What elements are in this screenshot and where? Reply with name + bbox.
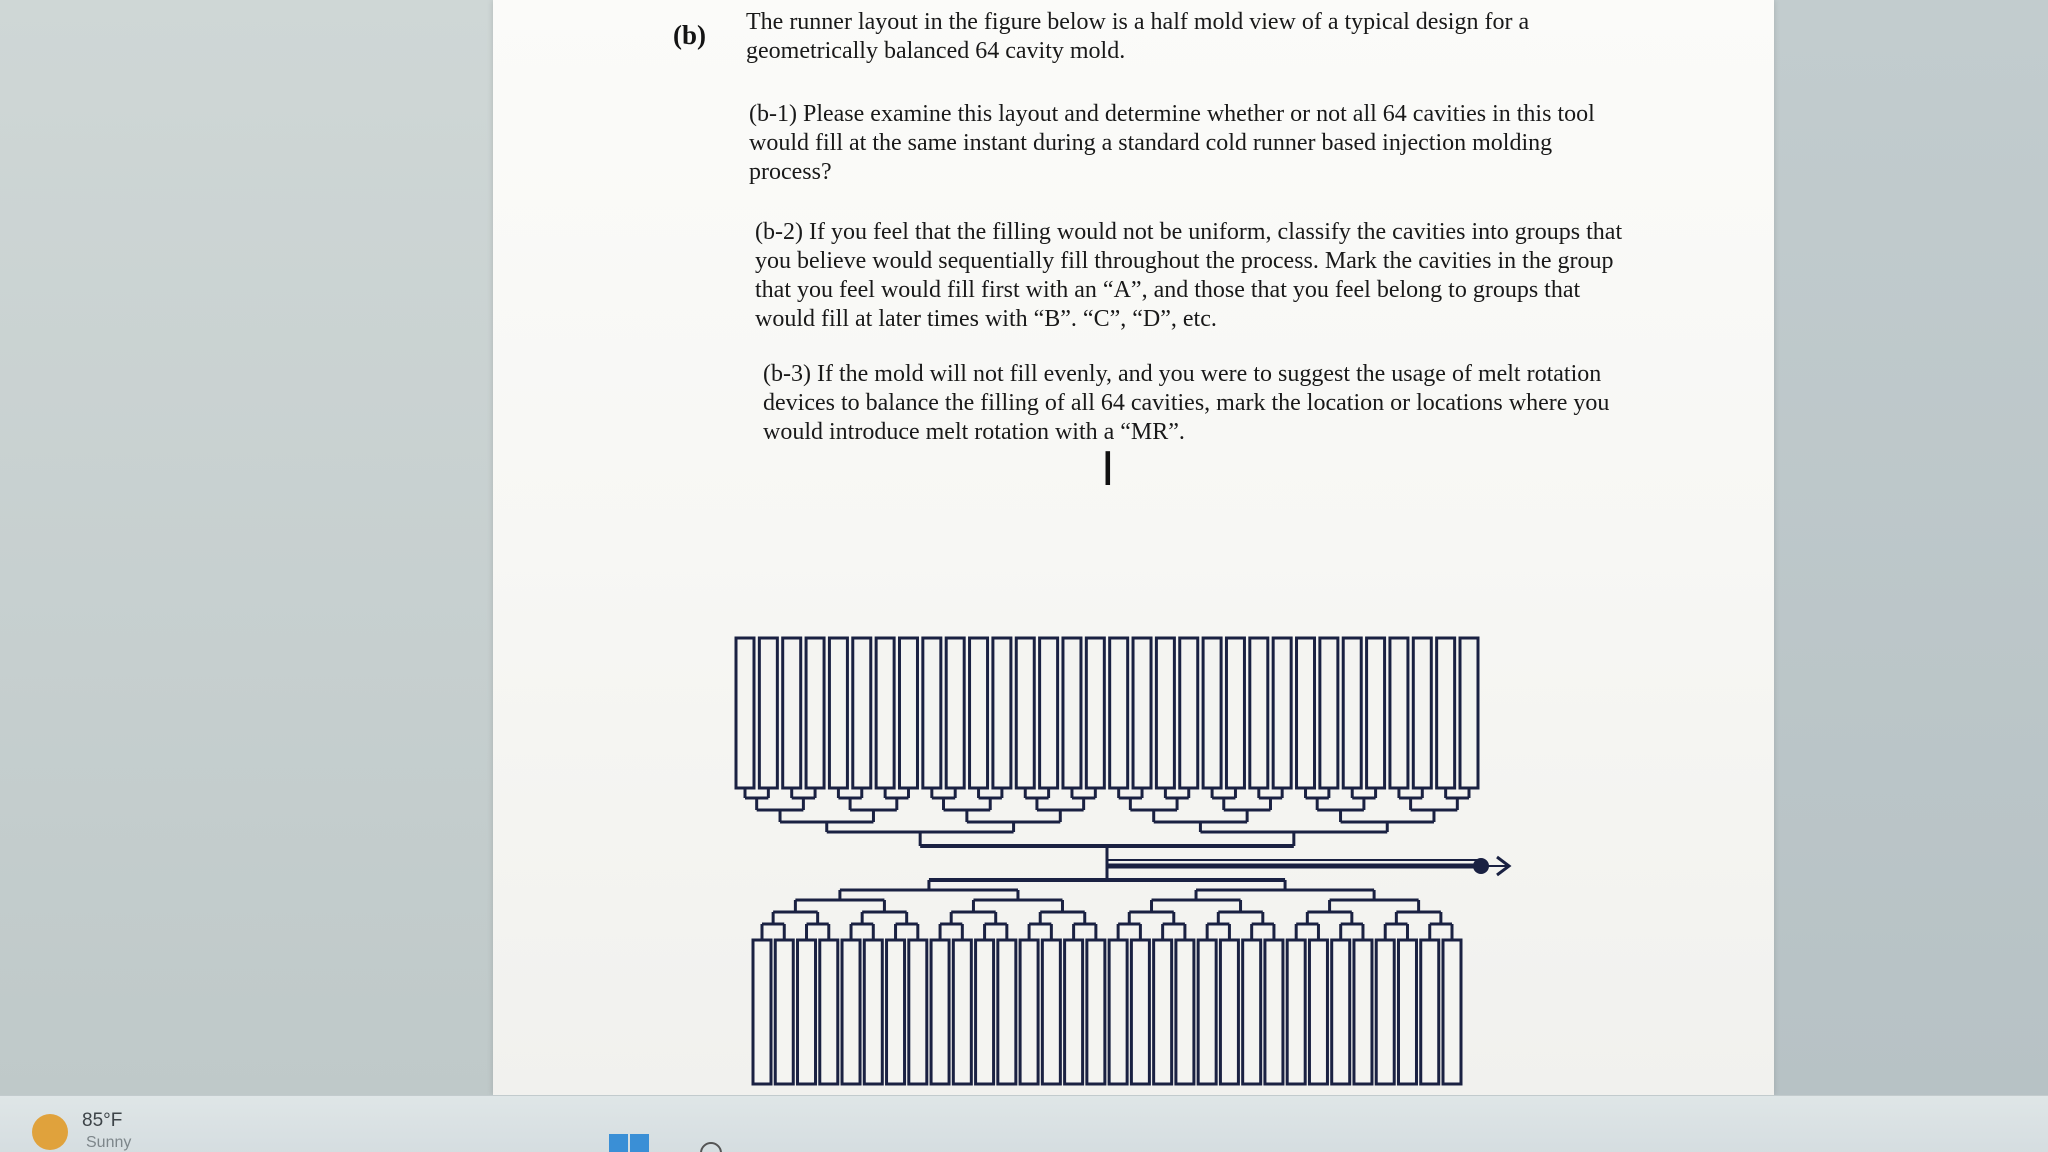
windows-start-icon[interactable] [609, 1134, 649, 1152]
cavity-top [1180, 638, 1198, 788]
cavity-bottom [1109, 940, 1127, 1084]
cavity-bottom [798, 940, 816, 1084]
cavity-bottom [1154, 940, 1172, 1084]
cavity-top [1413, 638, 1431, 788]
cavity-bottom [753, 940, 771, 1084]
runner-system [745, 788, 1509, 940]
cavity-bottom [775, 940, 793, 1084]
cavity-top [1367, 638, 1385, 788]
cavity-top [759, 638, 777, 788]
cavity-bottom [1042, 940, 1060, 1084]
cavity-bottom [1265, 940, 1283, 1084]
cavity-bottom [1421, 940, 1439, 1084]
runner-layout-figure [493, 0, 1774, 1095]
cavity-top [1016, 638, 1034, 788]
cavity-bottom [864, 940, 882, 1084]
cavity-top [1390, 638, 1408, 788]
top-cavity-row [736, 638, 1478, 788]
cavity-top [1226, 638, 1244, 788]
cavity-bottom [976, 940, 994, 1084]
cavity-bottom [1020, 940, 1038, 1084]
cavity-top [1133, 638, 1151, 788]
cavity-bottom [931, 940, 949, 1084]
cavity-bottom [998, 940, 1016, 1084]
question-label: (b) [673, 20, 706, 50]
cavity-bottom [820, 940, 838, 1084]
cavity-bottom [1198, 940, 1216, 1084]
left-background-pane [0, 0, 493, 1095]
question-b1: (b-1) Please examine this layout and determine whether or not all 64 cavities in this tool would fill at the same instant during a standard cold runner based injection molding process? [749, 101, 1595, 185]
cavity-bottom [1376, 940, 1394, 1084]
cavity-bottom [1443, 940, 1461, 1084]
cavity-top [1437, 638, 1455, 788]
weather-temperature[interactable]: 85°F [82, 1110, 123, 1131]
question-b2: (b-2) If you feel that the filling would not be uniform, classify the cavities into groups that you believe would sequentially fill throughout the process. Mark the cavities in the group that you feel would fill first with an “A”, and those that you feel belong to groups that would fill at later times with “B”. “C”, “D”, etc. [755, 219, 1623, 332]
cavity-top [1320, 638, 1338, 788]
cavity-top [1040, 638, 1058, 788]
cavity-top [736, 638, 754, 788]
question-b3: (b-3) If the mold will not fill evenly, and you were to suggest the usage of melt rotation devices to balance the filling of all 64 cavities, mark the location or locations where you would introduce melt rotation with a “MR”. [763, 361, 1610, 445]
cavity-bottom [1309, 940, 1327, 1084]
cavity-top [806, 638, 824, 788]
cavity-top [876, 638, 894, 788]
cavity-top [783, 638, 801, 788]
cavity-top [1203, 638, 1221, 788]
cavity-bottom [1131, 940, 1149, 1084]
question-intro: The runner layout in the figure below is a half mold view of a typical design for a geometrically balanced 64 cavity mold. [746, 9, 1530, 64]
cavity-top [1343, 638, 1361, 788]
cavity-top [1156, 638, 1174, 788]
document-page[interactable] [493, 0, 1774, 1095]
cavity-bottom [1398, 940, 1416, 1084]
cavity-bottom [1354, 940, 1372, 1084]
cavity-top [993, 638, 1011, 788]
cavity-bottom [887, 940, 905, 1084]
sun-icon[interactable] [32, 1114, 68, 1150]
cavity-top [1273, 638, 1291, 788]
cavity-top [1297, 638, 1315, 788]
cavity-bottom [1243, 940, 1261, 1084]
right-background-pane [1774, 0, 2048, 1095]
text-cursor-icon: I [1101, 442, 1115, 496]
cavity-top [1110, 638, 1128, 788]
cavity-top [946, 638, 964, 788]
weather-condition[interactable]: Sunny [86, 1134, 132, 1151]
cavity-top [970, 638, 988, 788]
cavity-bottom [1287, 940, 1305, 1084]
cavity-top [853, 638, 871, 788]
taskbar [0, 1095, 2048, 1152]
bottom-cavity-row [753, 940, 1461, 1084]
cavity-bottom [909, 940, 927, 1084]
cavity-top [899, 638, 917, 788]
cavity-top [1063, 638, 1081, 788]
cavity-bottom [1332, 940, 1350, 1084]
cavity-bottom [1087, 940, 1105, 1084]
cavity-top [1460, 638, 1478, 788]
cavity-top [1250, 638, 1268, 788]
cavity-top [923, 638, 941, 788]
cavity-top [829, 638, 847, 788]
cavity-bottom [953, 940, 971, 1084]
cavity-bottom [1176, 940, 1194, 1084]
cavity-bottom [842, 940, 860, 1084]
cavity-bottom [1220, 940, 1238, 1084]
cavity-bottom [1065, 940, 1083, 1084]
cavity-top [1086, 638, 1104, 788]
